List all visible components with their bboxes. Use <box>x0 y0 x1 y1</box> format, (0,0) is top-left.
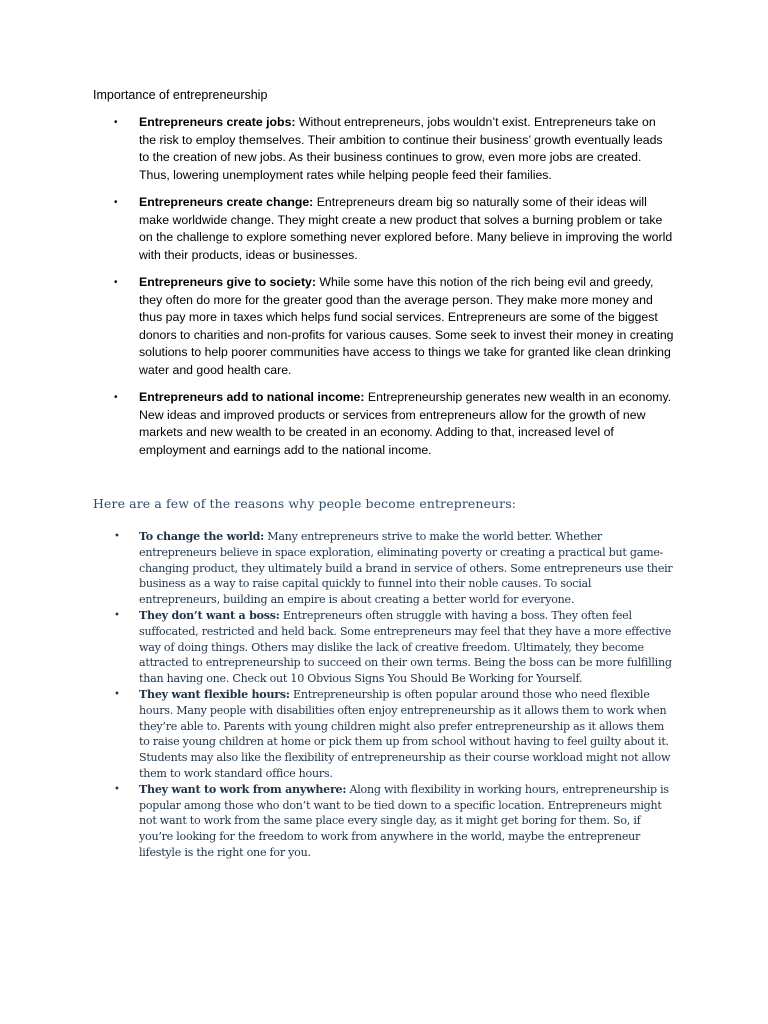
item-text: Many entrepreneurs strive to make the world better. Whether entrepreneurs believe in space exploration, eliminating poverty or creating a practical but game-changing product, they ultimately build a brand in service of others. Some entrepreneurs use their business as a way to raise capital quickly to funnel into their noble causes. To social entrepreneurs, building an empire is about creating a better world for everyone. <box>139 530 673 607</box>
bullet-icon: • <box>114 688 120 700</box>
bullet-icon: • <box>114 392 118 403</box>
document-title: Importance of entrepreneurship <box>93 88 268 102</box>
item-text: Entrepreneurship generates new wealth in an economy. New ideas and improved products or services from entrepreneurs allow for the growth of new markets and new wealth to be created in an economy. Adding to that, increased level of employment and earnings add to the national income. <box>139 390 672 457</box>
list-item <box>0 782 674 861</box>
list-item <box>0 608 674 687</box>
bullet-icon: • <box>114 531 120 542</box>
item-lead: Entrepreneurs create change: <box>139 195 314 209</box>
reasons-list <box>0 529 674 861</box>
item-text: Entrepreneurs dream big so naturally some of their ideas will make worldwide change. They might create a new product that solves a burning problem or take on the challenge to explore something never explored before. Many believe in improving the world with their products, ideas or businesses. <box>139 195 673 262</box>
list-item <box>0 114 674 184</box>
item-lead: To change the world: <box>139 530 264 543</box>
reasons-heading: Here are a few of the reasons why people become entrepreneurs: <box>93 496 517 511</box>
bullet-icon: • <box>114 277 118 288</box>
bullet-icon: • <box>114 197 118 208</box>
item-text: While some have this notion of the rich being evil and greedy, they often do more for the greater good than the average person. They make more money and thus pay more in taxes which helps fund social services. Entrepreneurs are some of the biggest donors to charities and non-profits for various causes. Some seek to invest their money in creating solutions to help poorer communities have access to things we take for granted like clean drinking water and good health care. <box>139 275 674 377</box>
item-lead: They want to work from anywhere: <box>139 782 347 796</box>
list-item <box>0 529 674 608</box>
item-text: Entrepreneurs often struggle with having a boss. They often feel suffocated, restricted and held back. Some entrepreneurs may feel that they have a more effective way of doing things. Others may dislike the lack of creative freedom. Ultimately, they become attracted to entrepreneurship to succeed on their own terms. Being the boss can be more fulfilling than having one. Check out 10 Obvious Signs You Should Be Working for Yourself. <box>139 608 672 686</box>
list-item <box>0 194 674 264</box>
list-item <box>0 687 674 782</box>
item-lead: They don’t want a boss: <box>139 608 280 622</box>
item-lead: Entrepreneurs create jobs: <box>139 115 296 129</box>
list-item <box>0 274 674 379</box>
item-lead: Entrepreneurs add to national income: <box>139 390 365 404</box>
item-lead: They want flexible hours: <box>139 687 290 701</box>
list-item <box>0 389 674 459</box>
importance-list <box>0 114 674 469</box>
item-text: Entrepreneurship is often popular around those who need flexible hours. Many people with disabilities often enjoy entrepreneurship as it allows them to work when they’re able to. Parents with young children might also prefer entrepreneurship as it allows them to raise young children at home or pick them up from school without having to feel guilty about it. Students may also like the flexibility of entrepreneurship as their course workload might not allow them to work standard office hours. <box>139 687 671 780</box>
bullet-icon: • <box>114 117 118 128</box>
item-text: Without entrepreneurs, jobs wouldn’t exist. Entrepreneurs take on the risk to employ themselves. Their ambition to continue their business’ growth eventually leads to the creation of new jobs. As their business continues to grow, even more jobs are created. Thus, lowering unemployment rates while helping people feed their families. <box>139 115 663 182</box>
bullet-icon: • <box>114 783 120 795</box>
item-text: Along with flexibility in working hours, entrepreneurship is popular among those who don’t want to be tied down to a specific location. Entrepreneurs might not want to work from the same place every single day, as it might get boring for them. So, if you’re looking for the freedom to work from anywhere in the world, maybe the entrepreneur lifestyle is the right one for you. <box>139 782 669 859</box>
item-lead: Entrepreneurs give to society: <box>139 275 316 289</box>
bullet-icon: • <box>114 609 120 621</box>
